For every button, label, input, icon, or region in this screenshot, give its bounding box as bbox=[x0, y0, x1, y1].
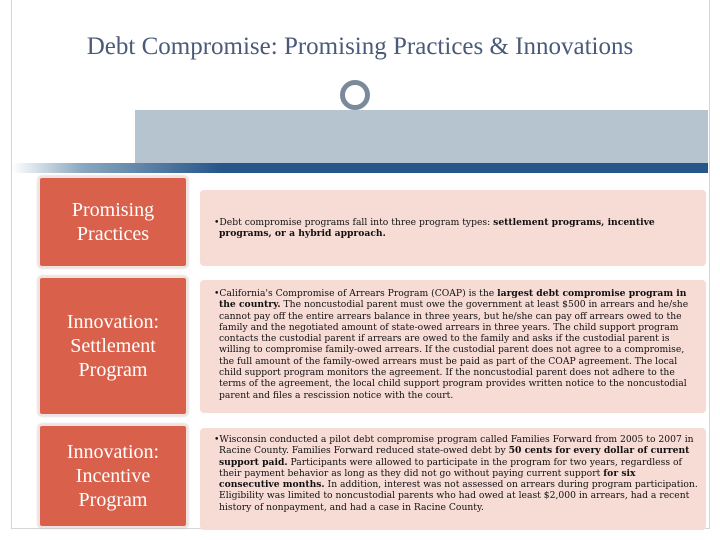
text-segment: In addition, interest was not assessed on arrears during program participation. Eligibility was limited to noncustodial parents who had owed at least $2,000 in arrears, had a recent history of nonpayment, and had a case in Racine County. bbox=[219, 479, 698, 513]
content-settlement-program bbox=[200, 280, 706, 413]
header-band-dark bbox=[12, 163, 708, 173]
text-segment: The noncustodial parent must owe the government at least $500 in arrears and he/she cannot pay off the entire arrears balance in three years, but he/she can pay off arrears owed to the family and the negotiated amount of state-owed arrears in three years. The child support program contacts the custodial parent if arrears are owed to the family and asks if the custodial parent is willing to compromise family-owed arrears. If the custodial parent does not agree to a compromise, the full amount of the family-owed arrears must be paid as part of the COAP agreement. The local child support program monitors the agreement. If the noncustodial parent does not adhere to the terms of the agreement, the local child support program provides written notice to the noncustodial parent and files a rescission notice with the court. bbox=[219, 299, 689, 401]
title-ring-ornament bbox=[340, 80, 370, 110]
bold-text-segment: 50 cents for every dollar of current support paid. bbox=[219, 445, 690, 468]
label-promising-practices: Promising Practices bbox=[38, 176, 188, 268]
bullet-text bbox=[214, 434, 698, 513]
label-settlement-program: Innovation: Settlement Program bbox=[38, 276, 188, 416]
content-promising-practices bbox=[200, 190, 706, 266]
bold-text-segment: largest debt compromise program in the country. bbox=[219, 288, 687, 311]
content-incentive-program bbox=[200, 428, 706, 530]
slide-title: Debt Compromise: Promising Practices & Innovations bbox=[86, 33, 634, 60]
header-band-light bbox=[135, 110, 708, 168]
bullet-glyph: • bbox=[214, 216, 220, 228]
bullet-text bbox=[214, 217, 698, 240]
text-segment: California's Compromise of Arrears Program (COAP) is the bbox=[219, 288, 498, 299]
label-incentive-program: Innovation: Incentive Program bbox=[38, 424, 188, 528]
text-segment: Participants were allowed to participate in the program for two years, regardless of their payment behavior as long as they did not go without paying current support bbox=[219, 456, 682, 479]
bullet-glyph: • bbox=[214, 434, 220, 445]
text-segment: Wisconsin conducted a pilot debt compromise program called Families Forward from 2005 to 2007 in Racine County. Families Forward reduced state-owed debt by bbox=[219, 434, 694, 457]
bold-text-segment: settlement programs, incentive programs, or a hybrid approach. bbox=[219, 216, 655, 239]
bullet-text bbox=[214, 288, 698, 401]
text-segment: Debt compromise programs fall into three program types: bbox=[219, 216, 494, 228]
bullet-glyph: • bbox=[214, 288, 220, 299]
bold-text-segment: for six consecutive months. bbox=[219, 467, 636, 491]
